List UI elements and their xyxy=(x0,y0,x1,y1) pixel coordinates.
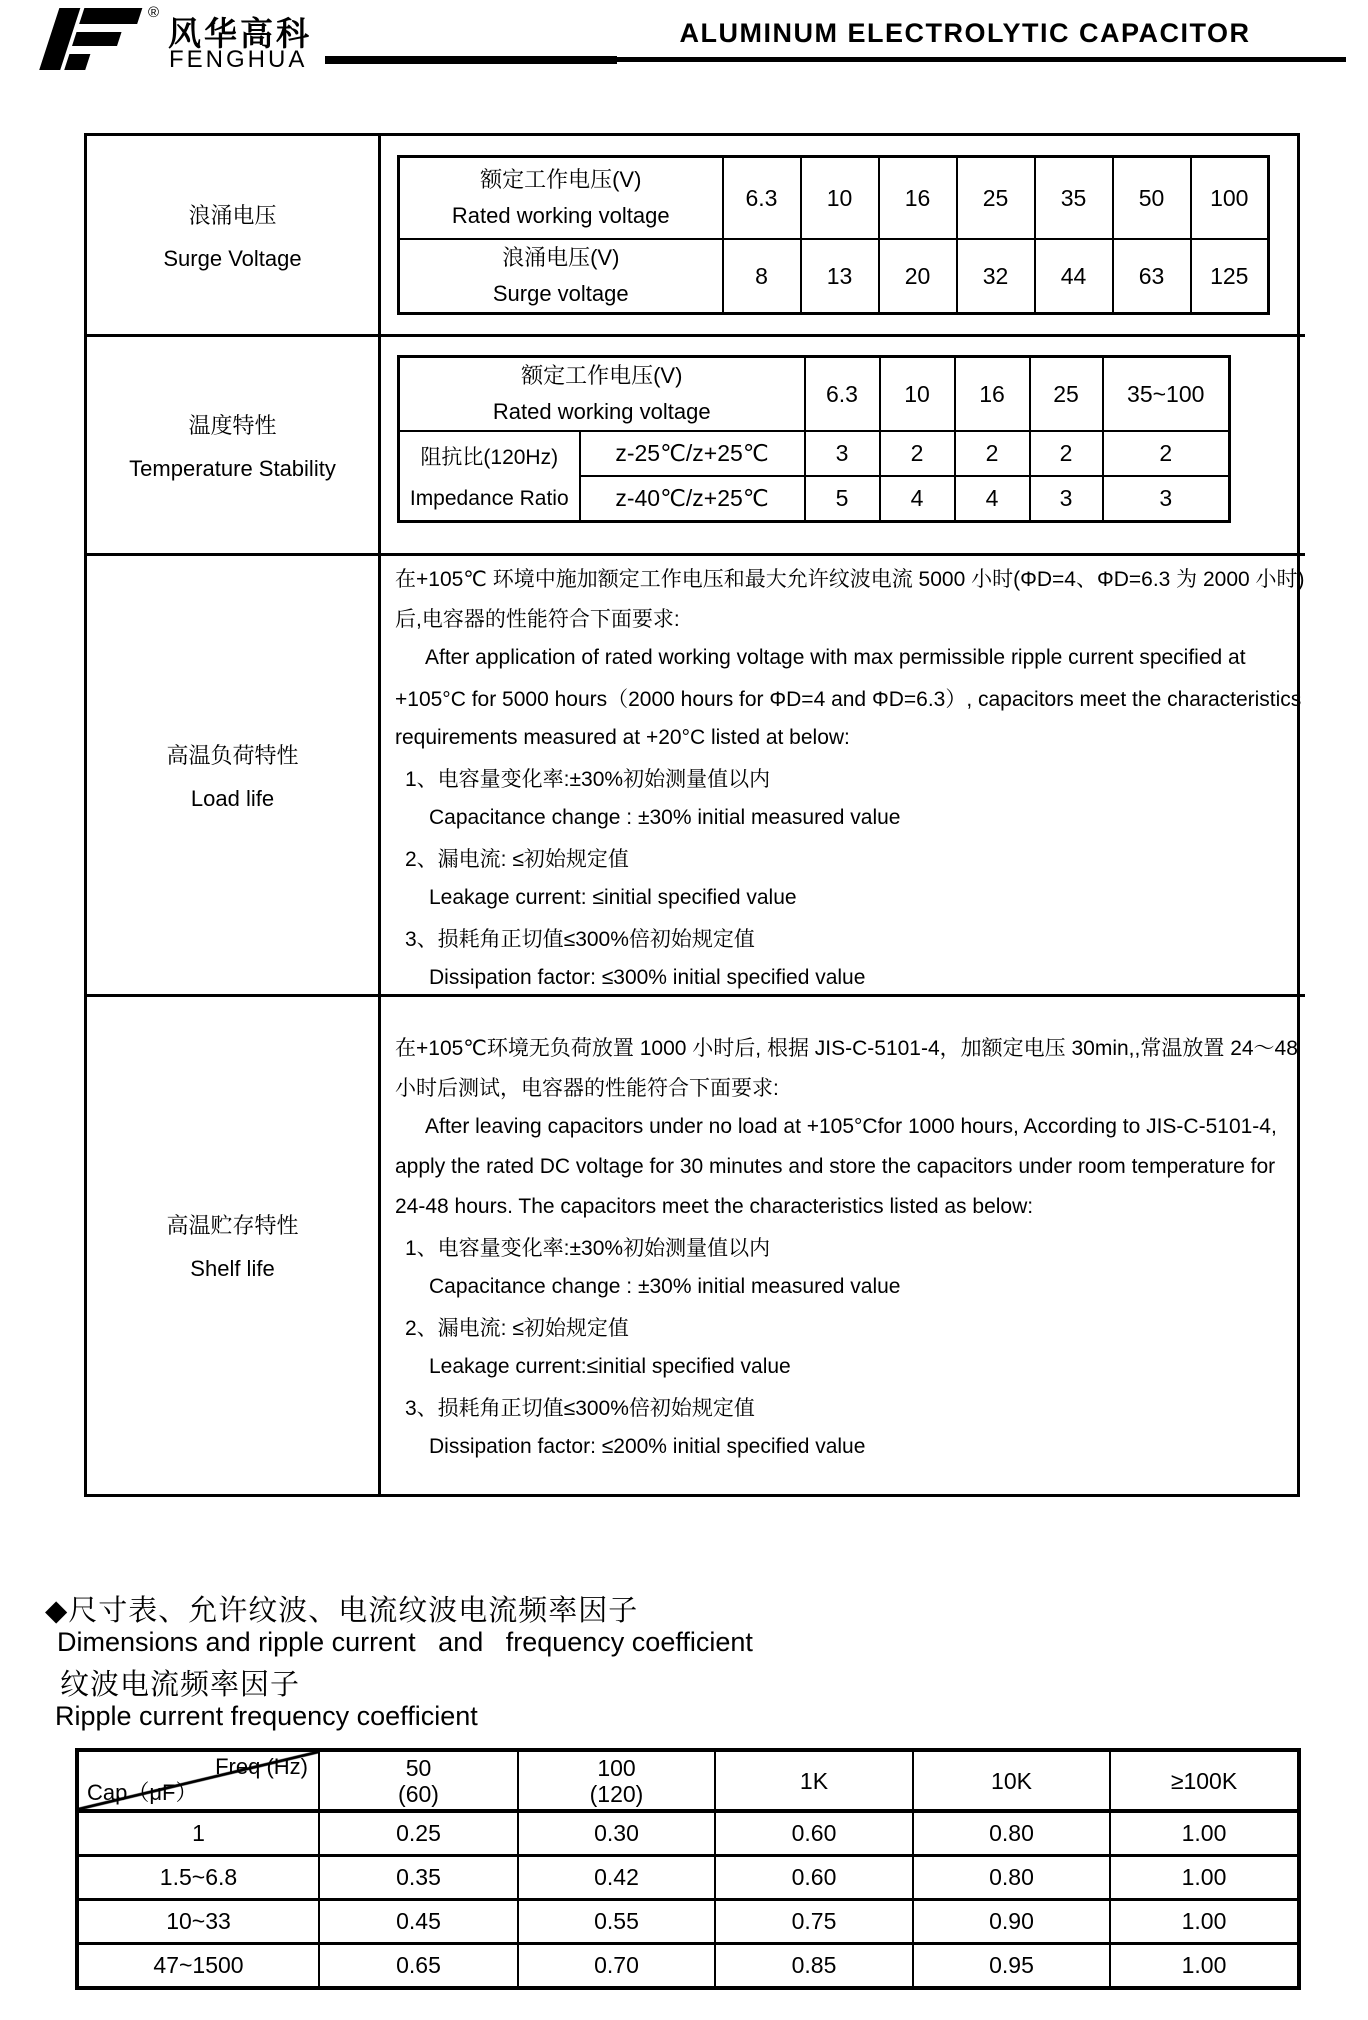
impedance-value: 3 xyxy=(1030,476,1103,522)
shelf-life-line: Capacitance change : ±30% initial measured value xyxy=(429,1275,901,1298)
header-rule-thick xyxy=(325,56,617,64)
rated-voltage-value: 6.3 xyxy=(723,157,801,240)
load-life-line: 在+105℃ 环境中施加额定工作电压和最大允许纹波电流 5000 小时(ΦD=4、ΦD=6.3 为 2000 小时) xyxy=(395,568,1305,591)
coefficient-value: 1.00 xyxy=(1110,1811,1299,1856)
header-rule-thin xyxy=(615,57,1346,62)
coefficient-value: 1.00 xyxy=(1110,1900,1299,1944)
coefficient-value: 0.45 xyxy=(319,1900,518,1944)
coefficient-value: 0.35 xyxy=(319,1856,518,1900)
coefficient-value: 0.65 xyxy=(319,1944,518,1989)
load-life-line: 2、漏电流: ≤初始规定值 xyxy=(405,848,629,871)
coefficient-value: 1.00 xyxy=(1110,1856,1299,1900)
rated-voltage-value: 10 xyxy=(801,157,879,240)
coefficient-value: 0.95 xyxy=(913,1944,1110,1989)
cap-axis-label: Cap（μF） xyxy=(87,1780,198,1805)
freq-column-header: 1K xyxy=(715,1750,913,1811)
rated-voltage-header: 额定工作电压(V) Rated working voltage xyxy=(399,157,723,240)
temperature-stability-label-en: Temperature Stability xyxy=(129,455,336,481)
shelf-life-line: 小时后测试，电容器的性能符合下面要求: xyxy=(395,1077,779,1100)
surge-voltage-value: 8 xyxy=(723,239,801,314)
ripple-frequency-coefficient-table xyxy=(75,1748,1301,1990)
shelf-life-line: Leakage current:≤initial specified value xyxy=(429,1355,791,1378)
surge-voltage-value: 63 xyxy=(1113,239,1191,314)
coefficient-value: 0.80 xyxy=(913,1811,1110,1856)
temperature-stability-label xyxy=(87,337,381,556)
freq-column-header: 50 (60) xyxy=(319,1750,518,1811)
impedance-condition: z-25℃/z+25℃ xyxy=(580,431,805,476)
coefficient-value: 0.60 xyxy=(715,1856,913,1900)
rated-voltage-value: 16 xyxy=(879,157,957,240)
impedance-value: 3 xyxy=(1103,476,1230,522)
voltage-value: 16 xyxy=(955,357,1030,432)
impedance-condition: z-40℃/z+25℃ xyxy=(580,476,805,522)
freq-cap-corner-cell xyxy=(77,1750,319,1811)
impedance-ratio-table xyxy=(397,355,1231,523)
cap-range: 47~1500 xyxy=(77,1944,319,1989)
table-row xyxy=(77,1811,1299,1856)
brand-name-english: FENGHUA xyxy=(169,46,308,73)
load-life-label xyxy=(87,556,381,997)
surge-voltage-value: 44 xyxy=(1035,239,1113,314)
surge-voltage-label xyxy=(87,136,381,337)
shelf-life-line: 在+105℃环境无负荷放置 1000 小时后, 根据 JIS-C-5101-4，加额定电压 30min,,常温放置 24～48 xyxy=(395,1037,1298,1060)
shelf-life-label xyxy=(87,997,381,1494)
impedance-value: 2 xyxy=(880,431,955,476)
impedance-value: 4 xyxy=(955,476,1030,522)
load-life-line: Capacitance change : ±30% initial measured value xyxy=(429,806,901,829)
rated-voltage-value: 100 xyxy=(1191,157,1269,240)
table-row xyxy=(77,1900,1299,1944)
page-title: ALUMINUM ELECTROLYTIC CAPACITOR xyxy=(679,18,1251,48)
brand-name-chinese: 风华高科 xyxy=(168,15,312,52)
shelf-life-line: 2、漏电流: ≤初始规定值 xyxy=(405,1317,629,1340)
voltage-value: 6.3 xyxy=(805,357,880,432)
coefficient-value: 0.90 xyxy=(913,1900,1110,1944)
section-title-cn: ◆尺寸表、允许纹波、电流纹波电流频率因子 xyxy=(45,1595,639,1627)
coefficient-value: 1.00 xyxy=(1110,1944,1299,1989)
spec-table xyxy=(84,133,1305,1497)
surge-voltage-value: 20 xyxy=(879,239,957,314)
freq-column-header: 10K xyxy=(913,1750,1110,1811)
freq-column-header: ≥100K xyxy=(1110,1750,1299,1811)
rated-voltage-value: 35 xyxy=(1035,157,1113,240)
rated-voltage-header: 额定工作电压(V) Rated working voltage xyxy=(399,357,805,432)
shelf-life-content xyxy=(381,997,1305,1494)
shelf-life-line: After leaving capacitors under no load at +105°Cfor 1000 hours, According to JIS-C-5101-4, xyxy=(425,1115,1277,1138)
coefficient-value: 0.25 xyxy=(319,1811,518,1856)
section-subtitle-cn: 纹波电流频率因子 xyxy=(60,1669,301,1701)
voltage-value: 25 xyxy=(1030,357,1103,432)
coefficient-value: 0.80 xyxy=(913,1856,1110,1900)
shelf-life-label-cn: 高温贮存特性 xyxy=(166,1213,299,1238)
load-life-line: +105°C for 5000 hours（2000 hours for ΦD=4 and ΦD=6.3）, capacitors meet the characteristics xyxy=(395,688,1302,711)
registered-trademark-icon: ® xyxy=(148,4,160,21)
load-life-line: 1、电容量变化率:±30%初始测量值以内 xyxy=(405,768,771,791)
shelf-life-label-en: Shelf life xyxy=(190,1256,275,1281)
impedance-value: 3 xyxy=(805,431,880,476)
load-life-line: Leakage current: ≤initial specified value xyxy=(429,886,797,909)
load-life-label-cn: 高温负荷特性 xyxy=(166,742,299,768)
shelf-life-line: 3、损耗角正切值≤300%倍初始规定值 xyxy=(405,1397,755,1420)
surge-voltage-table xyxy=(397,155,1270,315)
coefficient-value: 0.70 xyxy=(518,1944,715,1989)
surge-voltage-label-cn: 浪涌电压 xyxy=(188,202,277,228)
temperature-stability-content xyxy=(381,337,1305,556)
freq-column-header: 100 (120) xyxy=(518,1750,715,1811)
coefficient-value: 0.85 xyxy=(715,1944,913,1989)
load-life-line: requirements measured at +20°C listed at below: xyxy=(395,726,850,749)
shelf-life-line: apply the rated DC voltage for 30 minutes and store the capacitors under room temperature for xyxy=(395,1155,1276,1178)
load-life-content xyxy=(381,556,1305,997)
load-life-line: After application of rated working voltage with max permissible ripple current specified at xyxy=(425,646,1246,669)
cap-range: 1 xyxy=(77,1811,319,1856)
coefficient-value: 0.42 xyxy=(518,1856,715,1900)
impedance-value: 5 xyxy=(805,476,880,522)
rated-voltage-value: 50 xyxy=(1113,157,1191,240)
load-life-line: Dissipation factor: ≤300% initial specified value xyxy=(429,966,866,989)
coefficient-value: 0.75 xyxy=(715,1900,913,1944)
impedance-value: 2 xyxy=(1103,431,1230,476)
surge-voltage-value: 125 xyxy=(1191,239,1269,314)
shelf-life-line: 1、电容量变化率:±30%初始测量值以内 xyxy=(405,1237,771,1260)
rated-voltage-value: 25 xyxy=(957,157,1035,240)
cap-range: 10~33 xyxy=(77,1900,319,1944)
impedance-value: 4 xyxy=(880,476,955,522)
impedance-value: 2 xyxy=(1030,431,1103,476)
load-life-line: 后,电容器的性能符合下面要求: xyxy=(395,608,680,631)
cap-range: 1.5~6.8 xyxy=(77,1856,319,1900)
section-subtitle-en: Ripple current frequency coefficient xyxy=(55,1701,478,1731)
fenghua-logo-icon xyxy=(36,6,146,79)
section-title-en: Dimensions and ripple current and frequency coefficient xyxy=(57,1627,753,1657)
impedance-ratio-header: 阻抗比(120Hz) Impedance Ratio xyxy=(399,431,580,522)
table-row xyxy=(77,1856,1299,1900)
impedance-value: 2 xyxy=(955,431,1030,476)
temperature-stability-label-cn: 温度特性 xyxy=(188,412,277,438)
surge-voltage-value: 13 xyxy=(801,239,879,314)
table-row xyxy=(77,1944,1299,1989)
coefficient-value: 0.55 xyxy=(518,1900,715,1944)
coefficient-value: 0.30 xyxy=(518,1811,715,1856)
load-life-line: 3、损耗角正切值≤300%倍初始规定值 xyxy=(405,928,755,951)
surge-voltage-row-header: 浪涌电压(V) Surge voltage xyxy=(399,239,723,314)
surge-voltage-value: 32 xyxy=(957,239,1035,314)
coefficient-value: 0.60 xyxy=(715,1811,913,1856)
shelf-life-line: 24-48 hours. The capacitors meet the characteristics listed as below: xyxy=(395,1195,1034,1218)
voltage-value: 35~100 xyxy=(1103,357,1230,432)
surge-voltage-content xyxy=(381,136,1305,337)
freq-axis-label: Freq (Hz) xyxy=(215,1754,308,1779)
voltage-value: 10 xyxy=(880,357,955,432)
load-life-label-en: Load life xyxy=(190,785,275,811)
surge-voltage-label-en: Surge Voltage xyxy=(163,245,302,271)
shelf-life-line: Dissipation factor: ≤200% initial specified value xyxy=(429,1435,866,1458)
